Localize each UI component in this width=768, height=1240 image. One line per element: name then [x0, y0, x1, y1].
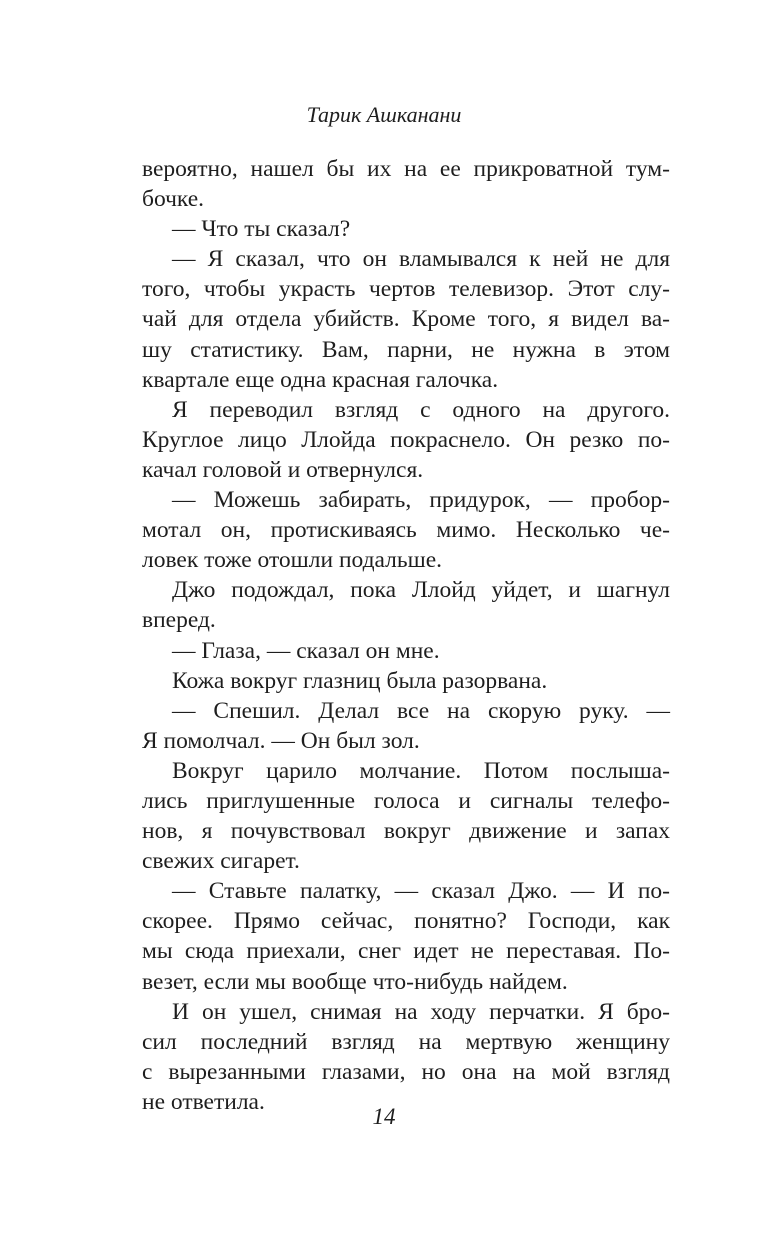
text-line: Кожа вокруг глазниц была разорвана. — [172, 667, 548, 694]
text-line: качал головой и отвернулся. — [142, 456, 424, 483]
text-line: — Что ты сказал? — [172, 216, 351, 243]
text-line: — Я сказал, что он вламывался к ней не для — [172, 246, 670, 273]
text-line: вероятно, нашел бы их на ее прикроватной тум- — [142, 156, 670, 182]
text-line: вперед. — [142, 607, 216, 634]
text-line: мы сюда приехали, снег идет не переставая. По- — [142, 938, 670, 965]
running-head: Тарик Ашканани — [306, 102, 462, 127]
text-line: свежих сигарет. — [142, 848, 300, 875]
text-line: того, чтобы украсть чертов телевизор. Этот слу- — [142, 276, 670, 303]
text-line: сил последний взгляд на мертвую женщину — [142, 1028, 670, 1055]
text-line: ловек тоже отошли подальше. — [142, 547, 443, 574]
text-line: Я переводил взгляд с одного на другого. — [172, 396, 670, 423]
text-line: Джо подождал, пока Ллойд уйдет, и шагнул — [172, 577, 670, 604]
page-number: 14 — [372, 1104, 396, 1129]
text-line: — Глаза, — сказал он мне. — [172, 637, 440, 664]
text-line: шу статистику. Вам, парни, не нужна в этом — [142, 336, 670, 363]
text-line: — Ставьте палатку, — сказал Джо. — И по- — [172, 878, 670, 905]
text-line: Я помолчал. — Он был зол. — [142, 727, 420, 754]
text-line: Круглое лицо Ллойда покраснело. Он резко по- — [142, 426, 670, 453]
text-line: не ответила. — [142, 1088, 265, 1115]
text-line: скорее. Прямо сейчас, понятно? Господи, как — [142, 908, 670, 935]
text-line: — Спешил. Делал все на скорую руку. — — [172, 697, 670, 724]
text-line: чай для отдела убийств. Кроме того, я видел ва- — [142, 306, 670, 333]
text-line: квартале еще одна красная галочка. — [142, 366, 499, 393]
body-text — [142, 154, 670, 1117]
text-line: — Можешь забирать, придурок, — пробор- — [172, 487, 670, 514]
text-line: нов, я почувствовал вокруг движение и запах — [142, 818, 670, 845]
text-line: бочке. — [142, 186, 205, 213]
text-line: везет, если мы вообще что-нибудь найдем. — [142, 968, 568, 995]
text-line: мотал он, протискиваясь мимо. Несколько че- — [142, 517, 670, 544]
text-line: с вырезанными глазами, но она на мой взгляд — [142, 1058, 670, 1085]
text-line: Вокруг царило молчание. Потом послыша- — [172, 757, 670, 784]
text-line: И он ушел, снимая на ходу перчатки. Я бро- — [172, 998, 670, 1025]
text-line: лись приглушенные голоса и сигналы телефо- — [142, 787, 670, 814]
